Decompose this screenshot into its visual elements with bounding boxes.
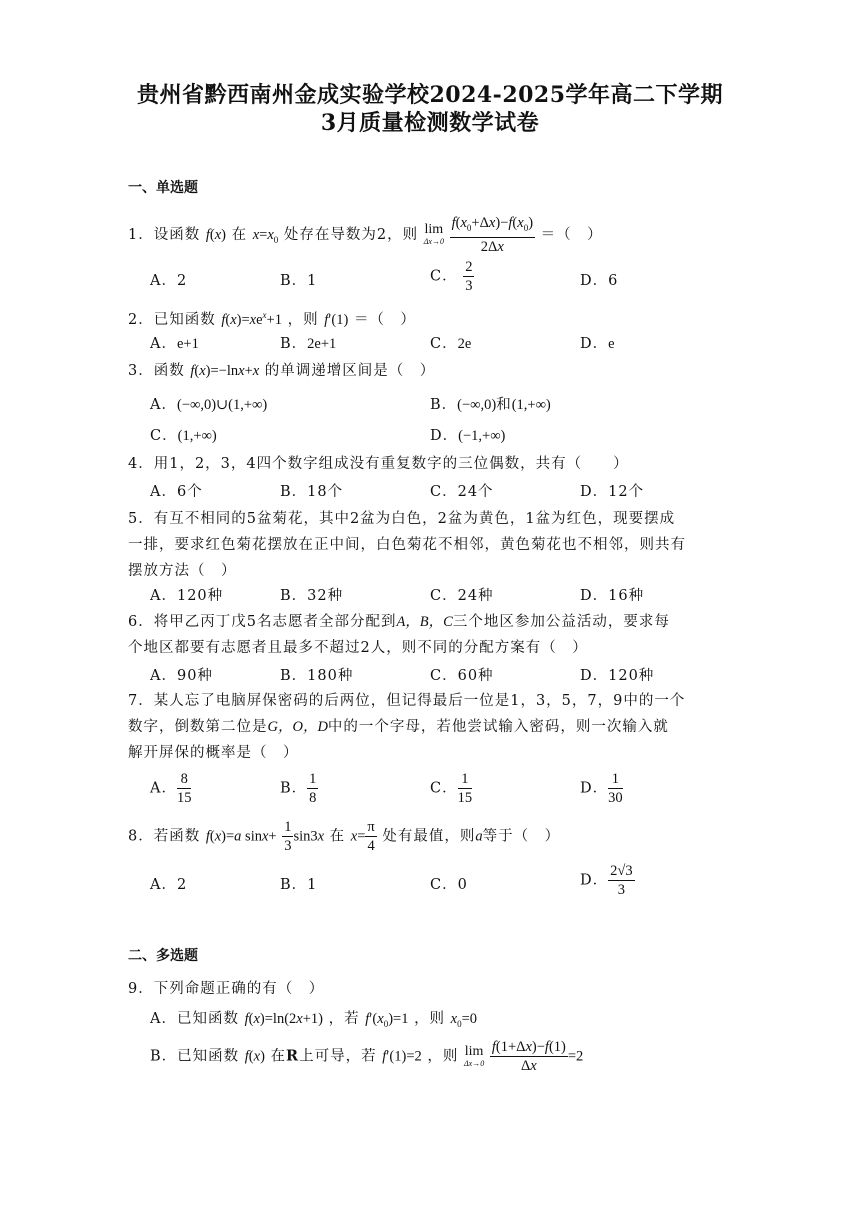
question-1: 1．设函数 f(x) 在 $x=x_0$ 处存在导数为2，则 lim Δx→0 $\frac{f(x_0+\Delta x)-f(x_0)}{2\Delta x}$ ＝（ ） [128, 215, 603, 255]
q2-option-d: D．e [580, 336, 615, 352]
q6-option-a: A．90种 [150, 668, 213, 684]
title-line-2: 3月质量检测数学试卷 [320, 110, 540, 136]
q4-option-b: B．18个 [280, 484, 344, 500]
q3-option-d: D．(−1,+∞) [430, 428, 506, 444]
q6-option-b: B．180种 [280, 668, 354, 684]
section-single-choice: 一、单选题 [128, 180, 198, 196]
q2-option-c: C．2e [430, 336, 472, 352]
q8-option-d: D． $\frac{2√3}{3}$ [580, 863, 633, 898]
question-8: 8．若函数 f(x)=a sinx+ $\frac{1}{3}$ sin3x 在 x= $\frac{\pi}{4}$ 处有最值，则a等于（ ） [128, 819, 561, 854]
q7-option-a: A． $\frac{8}{15}$ [150, 771, 192, 806]
q4-option-d: D．12个 [580, 484, 645, 500]
q1-option-d: D．6 [580, 273, 619, 289]
q1-option-c: C． $\frac{2}{3}$ [430, 259, 473, 294]
q6-option-c: C．60种 [430, 668, 494, 684]
q3-option-c: C．(1,+∞) [150, 428, 217, 444]
limit-expression: lim Δx→0 [423, 221, 444, 246]
q3-option-b: B．(−∞,0)和(1,+∞) [430, 397, 551, 413]
title-line-1: 贵州省黔西南州金成实验学校2024-2025学年高二下学期 [136, 82, 724, 108]
q5-option-b: B．32种 [280, 588, 344, 604]
q4-option-c: C．24个 [430, 484, 494, 500]
q5-option-d: D．16种 [580, 588, 645, 604]
question-9: 9．下列命题正确的有（ ） [128, 981, 325, 997]
q1-option-a: A．2 [150, 273, 188, 289]
q2-option-b: B．2e+1 [280, 336, 337, 352]
q7-option-d: D． $\frac{1}{30}$ [580, 771, 623, 806]
question-4: 4．用1，2，3，4四个数字组成没有重复数字的三位偶数，共有（ ） [128, 456, 629, 472]
q1-option-b: B．1 [280, 273, 318, 289]
section-multiple-choice: 二、多选题 [128, 948, 198, 964]
q4-option-a: A．6个 [150, 484, 203, 500]
question-5: 5．有互不相同的5盆菊花，其中2盆为白色，2盆为黄色，1盆为红色，现要摆成 一排，要求红色菊花摆放在正中间，白色菊花不相邻，黄色菊花也不相邻，则共有 摆放方法（ ） [128, 511, 686, 579]
question-3: 3．函数 f(x)=−lnx+x 的单调递增区间是（ ） [128, 363, 436, 379]
q7-option-c: C． $\frac{1}{15}$ [430, 771, 473, 806]
question-6: 6．将甲乙丙丁戊5名志愿者全部分配到A，B，C三个地区参加公益活动，要求每 个地区都要有志愿者且最多不超过2人，则不同的分配方案有（ ） [128, 614, 670, 656]
q8-option-a: A．2 [150, 877, 188, 893]
question-7: 7．某人忘了电脑屏保密码的后两位，但记得最后一位是1，3，5，7，9中的一个 数字，倒数第二位是G，O，D中的一个字母，若他尝试输入密码，则一次输入就 解开屏保的概率是（ ） [128, 693, 686, 761]
q9-option-a: A．已知函数 f(x)=ln(2x+1) ，若 $f'(x_0)=1$ ，则 $x_0=0$ [150, 1011, 478, 1029]
q5-option-c: C．24种 [430, 588, 494, 604]
q9-option-b: B．已知函数 f(x) 在R上可导，若 f′(1)=2 ，则 lim Δx→0 $\frac{f(1+\Delta x)-f(1)}{\Delta x}$ =2 [150, 1039, 584, 1074]
q6-option-d: D．120种 [580, 668, 655, 684]
q8-option-b: B．1 [280, 877, 318, 893]
q7-option-b: B． $\frac{1}{8}$ [280, 771, 317, 806]
q5-option-a: A．120种 [150, 588, 224, 604]
q8-option-c: C．0 [430, 877, 468, 893]
question-2: 2．已知函数 $f(x)=xe^x+1$ ，则 f′(1) ＝（ ） [128, 310, 416, 328]
difference-quotient: $\frac{f(x_0+\Delta x)-f(x_0)}{2\Delta x}$ [451, 215, 534, 255]
q2-option-a: A．e+1 [150, 336, 199, 352]
q3-option-a: A．(−∞,0)∪(1,+∞) [150, 397, 268, 413]
